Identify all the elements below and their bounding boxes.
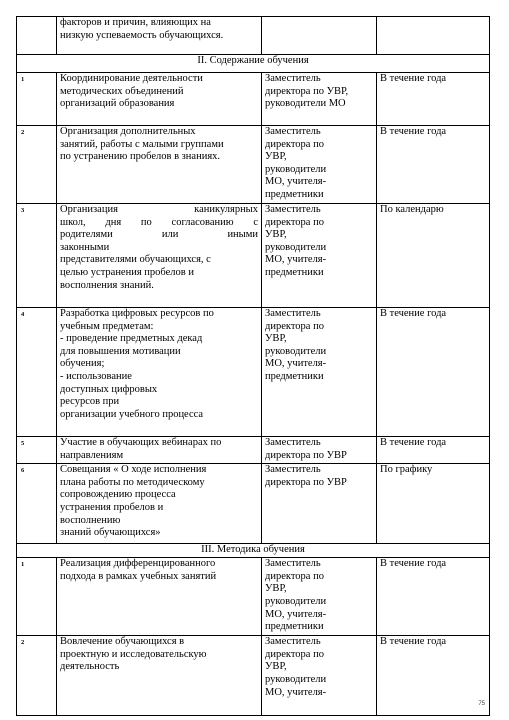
activity-line: родителями или иными [60,229,258,241]
activity-cell [57,464,262,544]
responsible-line: Заместитель [265,636,321,648]
responsible-line: предметники [265,370,324,382]
activity-line: факторов и причин, влияющих на [60,17,211,28]
activity-cell [57,437,262,464]
responsible-line: директора по УВР [265,476,347,488]
table-row [17,437,490,464]
row-number-cell [17,17,57,55]
activity-line: Разработка цифровых ресурсов по [60,308,214,319]
plan-table-body [17,17,490,716]
section-heading-row [17,544,490,558]
activity-cell [57,204,262,308]
activity-line: сопровождению процесса [60,489,176,501]
activity-line: - проведение предметных декад [60,333,203,345]
deadline-cell: В течение года [377,437,490,464]
activity-line: низкую успеваемость обучающихся. [60,29,224,41]
activity-line: проектную и исследовательскую [60,648,207,660]
responsible-cell [262,558,377,636]
table-row [17,73,490,126]
page-number: 75 [478,701,485,707]
activity-line: ресурсов при [60,396,120,408]
deadline-cell: В течение года [377,73,490,126]
activity-line: - использование [60,370,132,382]
table-row [17,204,490,308]
responsible-line: руководители [265,345,327,357]
plan-table-page [16,16,489,716]
deadline-cell: В течение года [377,308,490,437]
activity-cell [57,636,262,716]
plan-table [16,16,490,716]
activity-line: знаний обучающихся» [60,527,161,539]
responsible-line: УВР, [265,229,287,241]
responsible-cell [262,204,377,308]
activity-line: устранения пробелов и [60,501,164,513]
table-row [17,308,490,437]
responsible-line: Заместитель [265,73,321,84]
activity-line: занятий, работы с малыми группами [60,138,224,150]
responsible-cell [262,437,377,464]
row-number: 1 [17,558,57,636]
responsible-cell [262,126,377,204]
responsible-line: УВР, [265,661,287,673]
row-number: 2 [17,636,57,716]
activity-line: представителями обучающихся, с [60,254,211,266]
activity-line: обучения; [60,358,105,370]
activity-line: учебным предметам: [60,320,154,332]
row-number: 5 [17,437,57,464]
deadline-cell: В течение года [377,558,490,636]
responsible-line: предметники [265,621,324,633]
responsible-line: директора по [265,320,324,332]
deadline-cell: По графику [377,464,490,544]
responsible-line: директора по [265,216,324,228]
responsible-line: Заместитель [265,308,321,319]
row-number: 1 [17,73,57,126]
section-title: II. Содержание обучения [17,55,490,73]
activity-line: восполнения знаний. [60,279,154,291]
responsible-line: МО, учителя- [265,358,327,370]
activity-cell [57,308,262,437]
activity-line: Участие в обучающих вебинарах по [60,437,222,448]
responsible-line: МО, учителя- [265,254,327,266]
activity-cell [57,73,262,126]
responsible-line: руководители [265,673,327,685]
responsible-line: УВР, [265,151,287,163]
responsible-line: Заместитель [265,464,321,476]
responsible-line: директора по [265,648,324,660]
activity-line: для повышения мотивации [60,345,181,357]
responsible-line: УВР, [265,333,287,345]
row-number: 2 [17,126,57,204]
responsible-line: предметники [265,188,324,200]
activity-line: Координирование деятельности [60,73,203,84]
activity-line: восполнению [60,514,121,526]
responsible-line: руководители МО [265,98,346,110]
responsible-cell [262,636,377,716]
responsible-line: директора по УВР, [265,85,349,97]
activity-line: Реализация дифференцированного [60,558,216,570]
table-row [17,464,490,544]
table-row-continuation [17,17,490,55]
responsible-line: МО, учителя- [265,608,327,620]
responsible-line: Заместитель [265,437,321,448]
activity-line: Вовлечение обучающихся в [60,636,185,648]
deadline-cell [377,17,490,55]
activity-line: Совещания « О ходе исполнения [60,464,207,476]
activity-cell [57,17,262,55]
responsible-line: директора по [265,138,324,150]
activity-line: подхода в рамках учебных занятий [60,570,217,582]
activity-line: организации учебного процесса [60,408,204,420]
section-heading-row [17,55,490,73]
responsible-line: Заместитель [265,558,321,570]
activity-line: методических объединений [60,85,184,97]
responsible-cell [262,464,377,544]
deadline-cell: По календарю [377,204,490,308]
responsible-line: Заместитель [265,126,321,137]
activity-line: деятельность [60,661,120,673]
activity-line: законными [60,241,110,253]
activity-line: плана работы по методическому [60,476,205,488]
responsible-cell [262,308,377,437]
activity-line: доступных цифровых [60,383,158,395]
activity-line: по устранению пробелов в знаниях. [60,151,221,163]
row-number: 6 [17,464,57,544]
deadline-cell: В течение года [377,126,490,204]
responsible-cell [262,17,377,55]
responsible-cell [262,73,377,126]
activity-line: школ, дня по согласованию с [60,216,258,228]
row-number: 3 [17,204,57,308]
responsible-line: МО, учителя- [265,686,327,698]
section-title: III. Методика обучения [17,544,490,558]
activity-line: целью устранения пробелов и [60,266,194,278]
activity-cell [57,126,262,204]
row-number: 4 [17,308,57,437]
responsible-line: УВР, [265,583,287,595]
responsible-line: руководители [265,241,327,253]
table-row [17,558,490,636]
activity-line: Организация дополнительных [60,126,196,137]
responsible-line: директора по [265,570,324,582]
table-row [17,126,490,204]
deadline-cell: В течение года [377,636,490,716]
table-row [17,636,490,716]
activity-line: Организация каникулярных [60,204,258,215]
responsible-line: руководители [265,163,327,175]
responsible-line: директора по УВР [265,449,347,461]
responsible-line: предметники [265,266,324,278]
activity-line: организаций образования [60,98,175,110]
responsible-line: Заместитель [265,204,321,215]
responsible-line: руководители [265,595,327,607]
activity-line: направлениям [60,449,124,461]
responsible-line: МО, учителя- [265,176,327,188]
activity-cell [57,558,262,636]
